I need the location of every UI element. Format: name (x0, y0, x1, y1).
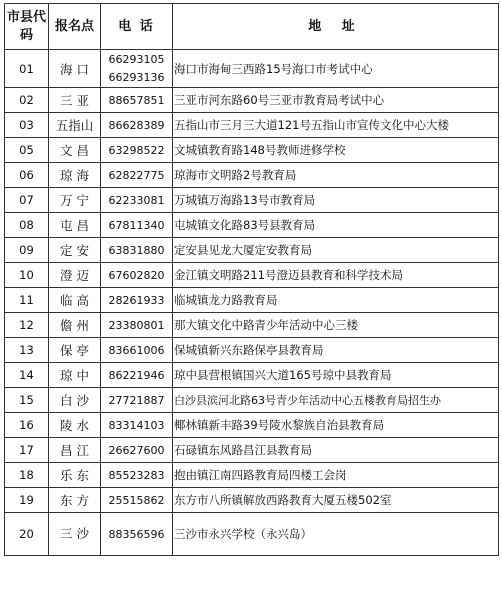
cell-tel: 67811340 (101, 213, 173, 238)
cell-tel: 85523283 (101, 463, 173, 488)
cell-tel: 28261933 (101, 288, 173, 313)
cell-code: 15 (5, 388, 49, 413)
cell-tel: 86221946 (101, 363, 173, 388)
cell-name: 万 宁 (49, 188, 101, 213)
cell-name: 澄 迈 (49, 263, 101, 288)
cell-tel: 88356596 (101, 513, 173, 556)
cell-addr: 金江镇文明路211号澄迈县教育和科学技术局 (173, 263, 499, 288)
cell-code: 10 (5, 263, 49, 288)
cell-tel: 26627600 (101, 438, 173, 463)
cell-tel: 88657851 (101, 88, 173, 113)
cell-code: 16 (5, 413, 49, 438)
cell-tel: 67602820 (101, 263, 173, 288)
cell-addr: 琼中县营根镇国兴大道165号琼中县教育局 (173, 363, 499, 388)
cell-code: 02 (5, 88, 49, 113)
cell-code: 17 (5, 438, 49, 463)
cell-tel: 23380801 (101, 313, 173, 338)
table-header-row (5, 4, 499, 50)
cell-addr: 屯城镇文化路83号县教育局 (173, 213, 499, 238)
cell-code: 12 (5, 313, 49, 338)
cell-name: 白 沙 (49, 388, 101, 413)
cell-code: 06 (5, 163, 49, 188)
cell-code: 13 (5, 338, 49, 363)
cell-tel: 63831880 (101, 238, 173, 263)
header-tel: 电 话 (101, 4, 173, 50)
table-row (5, 138, 499, 163)
table-row (5, 388, 499, 413)
cell-name: 三 亚 (49, 88, 101, 113)
cell-code: 03 (5, 113, 49, 138)
header-code: 市县代码 (5, 4, 49, 50)
table-row (5, 188, 499, 213)
table-row (5, 213, 499, 238)
cell-name: 乐 东 (49, 463, 101, 488)
table-row (5, 488, 499, 513)
cell-name: 保 亭 (49, 338, 101, 363)
cell-name: 三 沙 (49, 513, 101, 556)
cell-name: 定 安 (49, 238, 101, 263)
cell-tel: 66293105 66293136 (101, 50, 173, 88)
cell-addr: 椰林镇新丰路39号陵水黎族自治县教育局 (173, 413, 499, 438)
cell-name: 屯 昌 (49, 213, 101, 238)
cell-code: 07 (5, 188, 49, 213)
cell-name: 陵 水 (49, 413, 101, 438)
table-row (5, 163, 499, 188)
cell-code: 11 (5, 288, 49, 313)
table-body (5, 50, 499, 556)
cell-name: 儋 州 (49, 313, 101, 338)
cell-addr: 东方市八所镇解放西路教育大厦五楼502室 (173, 488, 499, 513)
cell-tel: 83314103 (101, 413, 173, 438)
cell-name: 琼 中 (49, 363, 101, 388)
cell-tel: 25515862 (101, 488, 173, 513)
cell-addr: 那大镇文化中路青少年活动中心三楼 (173, 313, 499, 338)
cell-addr: 琼海市文明路2号教育局 (173, 163, 499, 188)
cell-name: 临 高 (49, 288, 101, 313)
table-row (5, 463, 499, 488)
cell-tel: 86628389 (101, 113, 173, 138)
table-row (5, 338, 499, 363)
cell-addr: 文城镇教育路148号教师进修学校 (173, 138, 499, 163)
cell-tel: 83661006 (101, 338, 173, 363)
cell-code: 05 (5, 138, 49, 163)
table-row (5, 513, 499, 556)
cell-addr: 定安县见龙大厦定安教育局 (173, 238, 499, 263)
cell-addr: 石碌镇东风路昌江县教育局 (173, 438, 499, 463)
cell-name: 五指山 (49, 113, 101, 138)
table-row (5, 288, 499, 313)
cell-addr: 抱由镇江南四路教育局四楼工会岗 (173, 463, 499, 488)
cell-code: 19 (5, 488, 49, 513)
header-addr: 地 址 (173, 4, 499, 50)
table-row (5, 313, 499, 338)
cell-tel: 63298522 (101, 138, 173, 163)
cell-addr: 临城镇龙力路教育局 (173, 288, 499, 313)
cell-name: 文 昌 (49, 138, 101, 163)
cell-code: 14 (5, 363, 49, 388)
cell-code: 01 (5, 50, 49, 88)
cell-addr: 万城镇万海路13号市教育局 (173, 188, 499, 213)
table-row (5, 413, 499, 438)
cell-name: 海 口 (49, 50, 101, 88)
cell-tel: 62822775 (101, 163, 173, 188)
cell-addr: 保城镇新兴东路保亭县教育局 (173, 338, 499, 363)
table-row (5, 363, 499, 388)
cell-addr: 海口市海甸三西路15号海口市考试中心 (173, 50, 499, 88)
cell-code: 18 (5, 463, 49, 488)
table-row (5, 438, 499, 463)
table-row (5, 238, 499, 263)
table-row (5, 113, 499, 138)
cell-addr: 三亚市河东路60号三亚市教育局考试中心 (173, 88, 499, 113)
cell-addr: 三沙市永兴学校（永兴岛） (173, 513, 499, 556)
cell-code: 09 (5, 238, 49, 263)
cell-name: 东 方 (49, 488, 101, 513)
cell-addr: 五指山市三月三大道121号五指山市宣传文化中心大楼 (173, 113, 499, 138)
cell-name: 昌 江 (49, 438, 101, 463)
cell-code: 20 (5, 513, 49, 556)
cell-tel: 62233081 (101, 188, 173, 213)
cell-tel: 27721887 (101, 388, 173, 413)
table-row (5, 50, 499, 88)
table-row (5, 88, 499, 113)
table-row (5, 263, 499, 288)
cell-addr: 白沙县滨河北路63号青少年活动中心五楼教育局招生办 (173, 388, 499, 413)
header-name: 报名点 (49, 4, 101, 50)
cell-name: 琼 海 (49, 163, 101, 188)
cell-code: 08 (5, 213, 49, 238)
registration-points-table (4, 3, 499, 556)
